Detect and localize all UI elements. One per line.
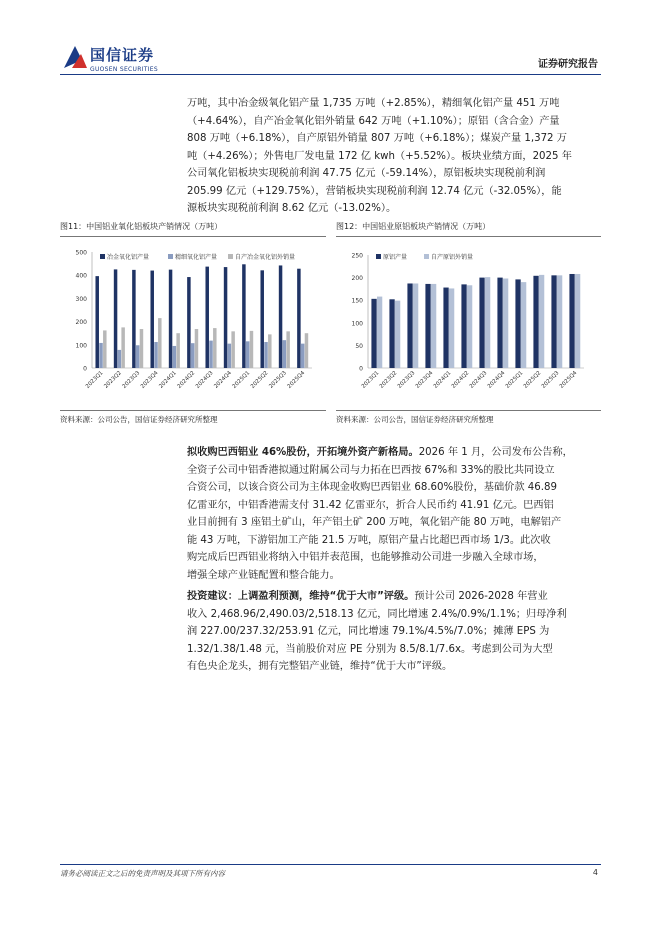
- y-tick-label: 100: [75, 342, 87, 350]
- bar: [150, 271, 153, 368]
- x-tick-label: 2024Q1: [432, 370, 453, 390]
- bar: [551, 275, 556, 368]
- bar: [118, 350, 121, 368]
- legend-label: 自产冶金氧化铝外销量: [235, 254, 296, 261]
- bar: [533, 276, 538, 368]
- fig12-title-rule: [336, 236, 601, 237]
- x-tick-label: 2023Q3: [396, 370, 417, 390]
- paragraph-line: 万吨，其中冶金级氧化铝产量 1,735 万吨（+2.85%），精细氧化铝产量 451 万吨: [187, 98, 560, 109]
- x-tick-label: 2024Q4: [486, 370, 507, 390]
- bar: [503, 279, 508, 368]
- x-tick-label: 2025Q3: [540, 370, 561, 390]
- paragraph-line: 收入 2,468.96/2,490.03/2,518.13 亿元，同比增速 2.4%/0.9%/1.1%；归母净利: [187, 608, 567, 620]
- bar: [187, 277, 190, 368]
- bar: [224, 267, 227, 368]
- bar: [371, 299, 376, 368]
- bar: [103, 330, 106, 368]
- y-tick-label: 0: [83, 365, 87, 373]
- bar: [557, 275, 562, 368]
- page-number: 4: [592, 868, 598, 877]
- paragraph-line: 亿雷亚尔，中铝香港需支付 31.42 亿雷亚尔，折合人民币约 41.91 亿元。巴西铝: [187, 499, 554, 511]
- paragraph-line: 公司氧化铝板块实现税前利润 47.75 亿元（-59.14%），原铝板块实现税前利润: [187, 168, 546, 179]
- footer-rule: [60, 864, 601, 865]
- y-tick-label: 300: [75, 295, 87, 303]
- bar: [246, 341, 249, 368]
- bar: [449, 288, 454, 368]
- paragraph-line: 合资公司，以该合资公司为主体现金收购巴西铝业 68.60%股份，基础价款 46.89: [187, 482, 557, 493]
- x-tick-label: 2024Q3: [468, 370, 489, 390]
- x-tick-label: 2025Q1: [504, 370, 525, 390]
- guosen-logo-icon: [62, 42, 88, 72]
- legend-label: 冶金氧化铝产量: [107, 254, 150, 261]
- y-tick-label: 200: [75, 319, 87, 327]
- bar: [121, 327, 124, 368]
- bar: [283, 340, 286, 368]
- bar: [140, 329, 143, 368]
- bar: [479, 278, 484, 368]
- fig12-source: 资料来源：公司公告，国信证券经济研究所整理: [336, 415, 494, 424]
- bar: [413, 283, 418, 368]
- paragraph-line: 有色央企龙头，拥有完整铝产业链，维持“优于大市”评级。: [187, 661, 453, 672]
- fig12-aluminum-chart: [336, 238, 601, 406]
- paragraph-line: 1.32/1.38/1.48 元，当前股价对应 PE 分别为 8.5/8.1/7.6x。考虑到公司为大型: [187, 643, 553, 655]
- fig12-source-rule: [336, 410, 601, 411]
- y-tick-label: 150: [351, 297, 363, 305]
- bar: [286, 331, 289, 368]
- bar: [569, 274, 574, 368]
- bar: [425, 284, 430, 368]
- y-tick-label: 100: [351, 320, 363, 328]
- bar: [539, 275, 544, 368]
- x-tick-label: 2025Q4: [558, 370, 579, 390]
- paragraph-line: 全资子公司中铝香港拟通过附属公司与力拓在巴西按 67%和 33%的股比共同设立: [187, 464, 555, 476]
- y-tick-label: 200: [351, 275, 363, 283]
- footer-disclaimer: 请务必阅读正文之后的免责声明及其项下所有内容: [60, 869, 225, 878]
- bar: [461, 284, 466, 368]
- y-tick-label: 250: [351, 252, 363, 260]
- x-tick-label: 2024Q1: [158, 370, 178, 390]
- bar: [95, 276, 98, 368]
- paragraph-investment: [187, 588, 601, 676]
- paragraph-lead: 投资建议：上调盈利预测，维持“优于大市”评级。: [187, 591, 415, 602]
- bar: [132, 270, 135, 368]
- bar: [297, 269, 300, 368]
- fig11-alumina-chart: [60, 238, 326, 406]
- report-type: 证券研究报告: [538, 59, 598, 70]
- bar: [205, 267, 208, 368]
- bar: [485, 277, 490, 368]
- bar: [407, 283, 412, 368]
- x-tick-label: 2023Q1: [84, 370, 105, 390]
- paragraph-line: 润 227.00/237.32/253.91 亿元，同比增速 79.1%/4.5%/7.0%；摊薄 EPS 为: [187, 626, 550, 637]
- fig11-title-rule: [60, 236, 326, 237]
- paragraph-line: 增强全球产业链配置和整合能力。: [187, 569, 340, 581]
- bar: [260, 270, 263, 368]
- bar: [377, 297, 382, 368]
- bar: [169, 270, 172, 368]
- bar: [231, 331, 234, 368]
- bar: [191, 343, 194, 368]
- bar: [99, 343, 102, 368]
- x-tick-label: 2024Q4: [213, 370, 233, 390]
- fig11-title: 图11：中国铝业氧化铝板块产销情况（万吨）: [60, 222, 223, 231]
- legend-swatch: [424, 254, 429, 259]
- bar: [497, 278, 502, 368]
- bar: [389, 299, 394, 368]
- legend-swatch: [228, 254, 233, 259]
- bar: [173, 346, 176, 368]
- x-tick-label: 2025Q1: [231, 370, 252, 390]
- paragraph-acquisition: [187, 444, 601, 584]
- bar: [467, 285, 472, 368]
- y-tick-label: 500: [75, 249, 87, 257]
- bar: [431, 284, 436, 368]
- bar: [158, 318, 161, 368]
- bar: [136, 345, 139, 368]
- paragraph-line: 购完成后巴西铝业将纳入中铝并表范围，也能够推动公司进一步融入全球市场，: [187, 552, 544, 563]
- bar: [515, 279, 520, 368]
- y-tick-label: 0: [359, 365, 363, 373]
- bar: [114, 269, 117, 368]
- brand-name-en: GUOSEN SECURITIES: [90, 66, 159, 73]
- bar: [195, 329, 198, 368]
- paragraph-line: 投资建议：上调盈利预测，维持“优于大市”评级。预计公司 2026-2028 年营业: [187, 591, 548, 602]
- x-tick-label: 2024Q3: [194, 370, 215, 390]
- legend-swatch: [168, 254, 173, 259]
- x-tick-label: 2025Q3: [268, 370, 288, 390]
- bar: [176, 333, 179, 368]
- bar: [264, 342, 267, 368]
- bar: [521, 282, 526, 368]
- paragraph-line: 808 万吨（+6.18%），自产原铝外销量 807 万吨（+6.18%）；煤炭产量 1,372 万: [187, 133, 567, 144]
- bar: [305, 333, 308, 368]
- x-tick-label: 2024Q2: [450, 370, 471, 390]
- x-tick-label: 2023Q3: [121, 370, 142, 390]
- legend-swatch: [100, 254, 105, 259]
- bar: [228, 344, 231, 368]
- x-tick-label: 2023Q2: [378, 370, 399, 390]
- legend-label: 原铝产量: [383, 254, 408, 261]
- paragraph-line: （+4.64%），自产冶金氧化铝外销量 642 万吨（+1.10%）；原铝（含合金）产量: [187, 115, 560, 127]
- legend-label: 精细氧化铝产量: [175, 254, 218, 261]
- paragraph-line: 吨（+4.26%）；外售电厂发电量 172 亿 kwh（+5.52%）。板块业绩方面，2025 年: [187, 150, 572, 162]
- fig11-source-rule: [60, 410, 326, 411]
- bar: [301, 344, 304, 368]
- x-tick-label: 2023Q2: [103, 370, 123, 390]
- bar: [250, 331, 253, 368]
- bar: [242, 264, 245, 368]
- x-tick-label: 2025Q2: [249, 370, 270, 390]
- brand-name-cn: 国信证券: [90, 46, 155, 64]
- bar: [268, 334, 271, 368]
- bar: [279, 265, 282, 368]
- paragraph-line: 源板块实现税前利润 8.62 亿元（-13.02%）。: [187, 203, 397, 214]
- bar: [395, 301, 400, 368]
- bar: [575, 274, 580, 368]
- paragraph-production: [187, 95, 601, 218]
- y-tick-label: 50: [355, 342, 363, 350]
- paragraph-line: 能 43 万吨，下游铝加工产能 21.5 万吨，原铝产量占比超巴西市场 1/3。此次收: [187, 534, 551, 546]
- paragraph-line: 业目前拥有 3 座铝土矿山，年产铝土矿 200 万吨，氧化铝产能 80 万吨，电解铝产: [187, 517, 562, 528]
- legend-swatch: [376, 254, 381, 259]
- x-tick-label: 2023Q4: [139, 370, 160, 390]
- bar: [154, 342, 157, 368]
- paragraph-lead: 拟收购巴西铝业 46%股份，开拓境外资产新格局。: [187, 447, 419, 458]
- x-tick-label: 2025Q2: [522, 370, 543, 390]
- fig12-title: 图12：中国铝业原铝板块产销情况（万吨）: [336, 222, 491, 231]
- legend-label: 自产原铝外销量: [431, 254, 474, 261]
- bar: [213, 328, 216, 368]
- paragraph-line: 拟收购巴西铝业 46%股份，开拓境外资产新格局。2026 年 1 月，公司发布公告称，: [187, 447, 573, 458]
- x-tick-label: 2023Q4: [414, 370, 435, 390]
- header-rule: [60, 74, 601, 75]
- bar: [209, 341, 212, 368]
- x-tick-label: 2024Q2: [176, 370, 197, 390]
- fig11-source: 资料来源：公司公告，国信证券经济研究所整理: [60, 415, 218, 424]
- y-tick-label: 400: [75, 272, 87, 280]
- x-tick-label: 2025Q4: [286, 370, 307, 390]
- paragraph-line: 205.99 亿元（+129.75%），营销板块实现税前利润 12.74 亿元（-32.05%），能: [187, 185, 562, 197]
- x-tick-label: 2023Q1: [360, 370, 381, 390]
- bar: [443, 288, 448, 368]
